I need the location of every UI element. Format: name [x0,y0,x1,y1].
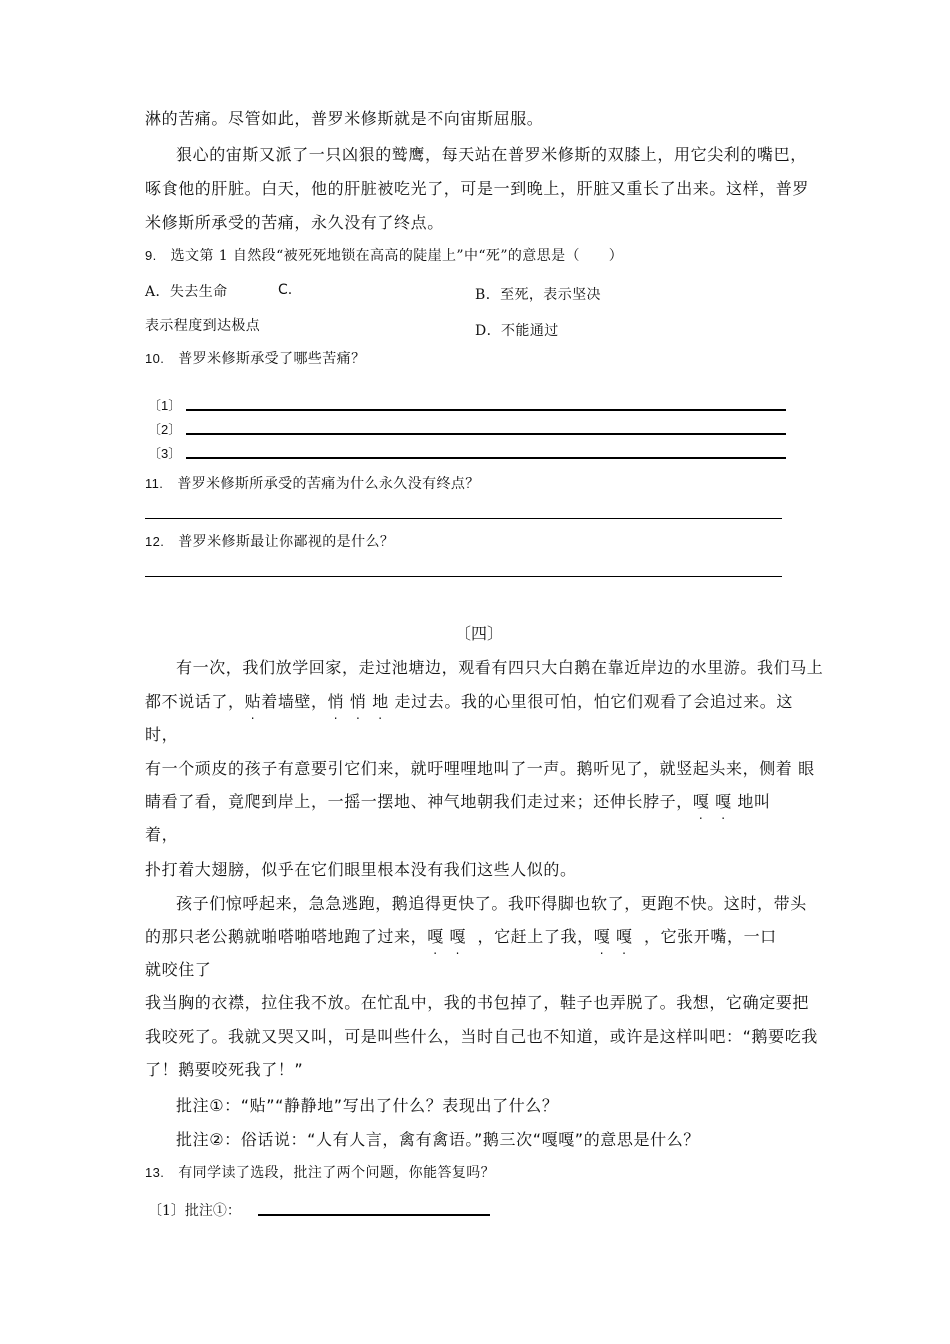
passage-line: 着， [145,825,179,844]
answer-line-11[interactable] [145,518,782,519]
answer-line-2[interactable] [186,433,786,435]
emphasis-char: 嘎 [615,927,633,946]
passage-line: 时， [145,725,179,744]
text-run: 着墙壁， [261,692,328,711]
text-run: 地叫 [737,792,771,811]
annotation-2: 批注②：俗话说：“人有人言，禽有禽语。”鹅三次“嘎嘎”的意思是什么？ [176,1130,700,1149]
question-12 [145,531,394,551]
question-text: 普罗米修斯所承受的苦痛为什么永久没有终点？ [177,476,480,492]
passage-line: 淋的苦痛。尽管如此，普罗米修斯就是不向宙斯屈服。 [145,109,544,128]
option-a[interactable]: A．失去生命 [145,284,228,300]
question-number: 10. [145,351,165,366]
passage-line: 有一个顽皮的孩子有意要引它们来，就吁哩哩地叫了一声。鹅听见了，就竖起头来，侧着 眼 [145,759,815,778]
question-number: 11. [145,476,164,491]
passage-line: 就咬住了 [145,960,212,979]
passage-line: 狠心的宙斯又派了一只凶狠的鹫鹰，每天站在普罗米修斯的双膝上，用它尖利的嘴巴， [176,145,807,164]
question-10 [145,348,365,368]
passage-line: 了！鹅要咬死我了！” [145,1060,304,1079]
emphasis-char: 嘎 [715,792,732,811]
emphasis-char: 嘎 [427,927,444,946]
text-run: ，它赶上了我， [477,927,594,946]
option-c-text[interactable]: 表示程度到达极点 [145,318,261,334]
passage-line: 孩子们惊呼起来，急急逃跑，鹅追得更快了。我吓得脚也软了，更跑不快。这时，带头 [176,894,807,913]
answer-line-12[interactable] [145,576,782,577]
question-text: 选文第 1 自然段“被死死地锁在高高的陡崖上”中“死”的意思是（ ） [170,248,624,264]
question-number: 12. [145,534,165,549]
answer-line-13-1[interactable] [258,1214,490,1216]
passage-line [145,689,793,712]
emphasis-char: 贴 [244,692,262,711]
passage-line [145,924,777,947]
answer-label-1: 〔1〕 [148,398,182,413]
text-run: 的那只老公鹅就啪嗒啪嗒地跑了过来， [145,927,428,946]
text-run: 走过去。我的心里很可怕，怕它们观看了会追过来。这 [394,692,793,711]
question-text: 普罗米修斯承受了哪些苦痛？ [178,351,366,367]
option-c-label[interactable]: C. [278,282,293,298]
emphasis-char: 嘎 [692,792,710,811]
answer-label-13-1: 〔1〕批注①： [148,1203,241,1219]
option-d[interactable]: D．不能通过 [475,323,559,339]
emphasis-char: 地 [372,692,389,711]
question-13 [145,1162,495,1182]
passage-line: 我咬死了。我就又哭又叫，可是叫些什么，当时自己也不知道，或许是这样叫吧：“鹅要吃我 [145,1027,818,1046]
emphasis-char: 嘎 [593,927,611,946]
annotation-1: 批注①：“贴”“静静地”写出了什么？表现出了什么？ [176,1096,559,1115]
answer-line-1[interactable] [186,409,786,411]
passage-line: 米修斯所承受的苦痛，永久没有了终点。 [145,213,444,232]
text-run: ，它张开嘴，一口 [643,927,777,946]
section-heading: 〔四〕 [455,624,504,643]
answer-label-2: 〔2〕 [148,422,182,437]
passage-line [145,789,771,812]
emphasis-char: 悄 [349,692,367,711]
option-b[interactable]: B．至死，表示坚决 [475,287,601,303]
passage-line: 我当胸的衣襟，拉住我不放。在忙乱中，我的书包掉了，鞋子也弄脱了。我想，它确定要把 [145,993,810,1012]
question-text: 有同学读了选段，批注了两个问题，你能答复吗？ [178,1165,496,1181]
question-text: 普罗米修斯最让你鄙视的是什么？ [178,534,395,550]
passage-line: 有一次，我们放学回家，走过池塘边，观看有四只大白鹅在靠近岸边的水里游。我们马上 [176,658,824,677]
answer-line-3[interactable] [186,457,786,459]
emphasis-char: 悄 [327,692,345,711]
emphasis-char: 嘎 [449,927,467,946]
passage-line: 啄食他的肝脏。白天，他的肝脏被吃光了，可是一到晚上，肝脏又重长了出来。这样，普罗 [145,179,810,198]
passage-line: 扑打着大翅膀，似乎在它们眼里根本没有我们这些人似的。 [145,860,577,879]
question-number: 9. [145,248,157,263]
answer-label-3: 〔3〕 [148,446,182,461]
question-number: 13. [145,1165,165,1180]
question-11 [145,473,480,493]
text-run: 都不说话了， [145,692,245,711]
text-run: 睛看了看，竟爬到岸上，一摇一摆地、神气地朝我们走过来；还伸长脖子， [145,792,693,811]
question-9 [145,245,623,265]
